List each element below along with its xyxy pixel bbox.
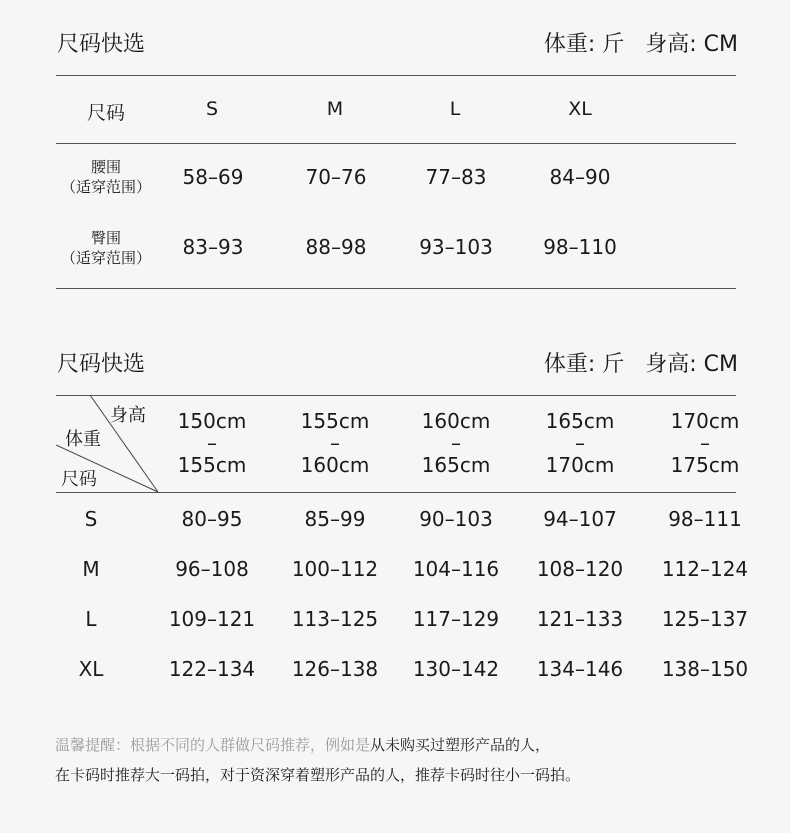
weight-cell: 125–137 [661, 607, 749, 631]
row-size-xl: XL [78, 657, 104, 681]
size-header-s: S [205, 98, 219, 120]
note-line1 [55, 735, 550, 755]
weight-cell: 112–124 [661, 557, 749, 581]
weight-cell: 98–111 [668, 507, 742, 531]
waist-xl: 84–90 [549, 165, 611, 189]
weight-cell: 122–134 [168, 657, 256, 681]
row-size-s: S [84, 507, 98, 531]
weight-cell: 138–150 [661, 657, 749, 681]
weight-cell: 109–121 [168, 607, 256, 631]
section2-units: 体重: 斤 身高: CM [543, 352, 738, 377]
weight-cell: 90–103 [419, 507, 493, 531]
height-header: 160cm – 165cm [421, 409, 491, 477]
hip-xl: 98–110 [543, 235, 617, 259]
height-header: 150cm – 155cm [177, 409, 247, 477]
weight-cell: 113–125 [291, 607, 379, 631]
size-header-l: L [449, 98, 461, 120]
hip-s: 83–93 [182, 235, 244, 259]
waist-s: 58–69 [182, 165, 244, 189]
height-header: 155cm – 160cm [300, 409, 370, 477]
divider [56, 288, 736, 289]
waist-label: 腰围 （适穿范围） [60, 158, 151, 196]
section2-title: 尺码快选 [57, 352, 146, 377]
weight-cell: 134–146 [536, 657, 624, 681]
height-header: 165cm – 170cm [545, 409, 615, 477]
size-header-label: 尺码 [86, 102, 125, 124]
corner-height-label: 身高 [110, 405, 146, 426]
size-header-m: M [326, 98, 344, 120]
size-header-xl: XL [568, 98, 592, 120]
hip-l: 93–103 [419, 235, 493, 259]
divider [56, 75, 736, 76]
corner-size-label: 尺码 [61, 469, 97, 490]
divider [56, 143, 736, 144]
weight-cell: 117–129 [412, 607, 500, 631]
note-grey-text: 温馨提醒：根据不同的人群做尺码推荐，例如是 [55, 736, 371, 754]
weight-cell: 100–112 [291, 557, 379, 581]
waist-m: 70–76 [305, 165, 367, 189]
hip-label: 臀围 （适穿范围） [60, 229, 151, 267]
weight-cell: 96–108 [175, 557, 249, 581]
note-line2: 在卡码时推荐大一码拍，对于资深穿着塑形产品的人，推荐卡码时往小一码拍。 [55, 766, 581, 784]
weight-cell: 80–95 [181, 507, 243, 531]
weight-cell: 85–99 [304, 507, 366, 531]
section1-units: 体重: 斤 身高: CM [543, 32, 738, 57]
weight-cell: 126–138 [291, 657, 379, 681]
row-size-m: M [82, 557, 100, 581]
weight-cell: 104–116 [412, 557, 500, 581]
corner-weight-label: 体重 [65, 429, 101, 450]
weight-cell: 121–133 [536, 607, 624, 631]
note-dark-text: 从未购买过塑形产品的人， [370, 736, 551, 754]
weight-cell: 130–142 [412, 657, 500, 681]
divider [56, 492, 736, 493]
waist-l: 77–83 [425, 165, 487, 189]
weight-cell: 108–120 [536, 557, 624, 581]
row-size-l: L [85, 607, 97, 631]
weight-cell: 94–107 [543, 507, 617, 531]
hip-m: 88–98 [305, 235, 367, 259]
section1-title: 尺码快选 [57, 32, 146, 57]
height-header: 170cm – 175cm [670, 409, 740, 477]
